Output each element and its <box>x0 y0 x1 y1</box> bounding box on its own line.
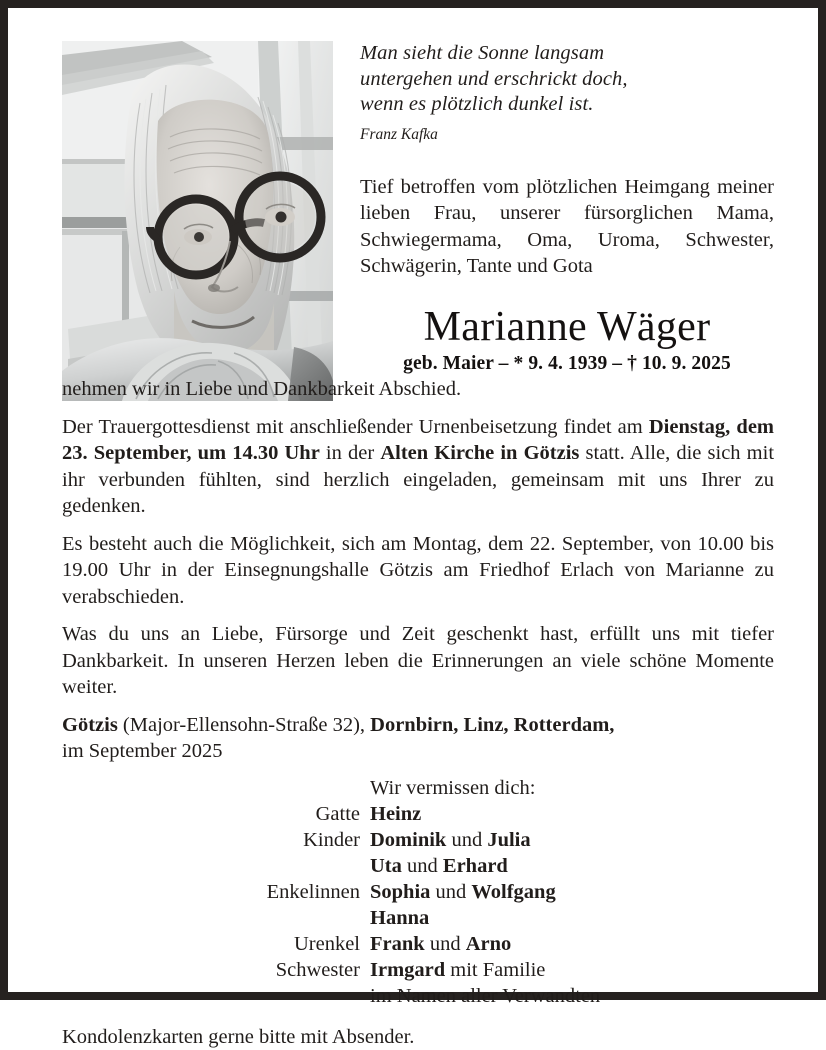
family-member-name: Erhard <box>442 854 508 877</box>
place-line <box>62 712 774 765</box>
family-member-name: Frank <box>370 932 425 955</box>
service-paragraph <box>62 414 774 520</box>
header-text-column <box>360 41 774 375</box>
family-member-name: Sophia <box>370 880 431 903</box>
visitation-paragraph: Es besteht auch die Möglichkeit, sich am Montag, dem 22. September, von 10.00 bis 19.00 Uhr in der Einsegnungshalle Götzis am Friedhof Erlach von Marianne zu verabschieden. <box>62 532 774 608</box>
family-relation-label: Kinder <box>303 828 360 851</box>
family-member-names <box>370 905 600 931</box>
place-date: im September 2025 <box>62 740 223 762</box>
place-cities: Dornbirn, Linz, Rotterdam, <box>370 713 615 736</box>
quote-line-2: untergehen und erschrickt doch, <box>360 67 628 90</box>
family-member-name: Arno <box>465 932 512 955</box>
family-member-name: Irmgard <box>370 958 446 981</box>
family-heading-row <box>62 775 600 801</box>
family-member-name: Julia <box>487 828 531 851</box>
service-text-1: Der Trauergottesdienst mit anschließender Urnenbeisetzung findet am <box>62 415 649 438</box>
family-member-names <box>370 853 600 879</box>
family-row <box>62 801 600 827</box>
quote-line-3: wenn es plötzlich dunkel ist. <box>360 93 594 115</box>
portrait-photo <box>62 41 333 401</box>
family-member-names <box>370 879 600 905</box>
place-town: Götzis <box>62 713 118 736</box>
family-row <box>62 983 600 1009</box>
service-text-3: statt. Alle, die sich mit ihr verbunden fühlten, sind herzlich eingeladen, gemeinsam mit uns Ihrer zu gedenken. <box>62 442 775 517</box>
farewell-paragraph: nehmen wir in Liebe und Dankbarkeit Abschied. <box>62 378 462 400</box>
place-address: (Major-Ellensohn-Straße 32), <box>117 713 371 736</box>
deceased-dates: geb. Maier – * 9. 4. 1939 – † 10. 9. 2025 <box>403 352 731 374</box>
service-location: Alten Kirche in Götzis <box>380 442 580 464</box>
family-relation-label <box>62 905 370 931</box>
family-member-name: Heinz <box>370 802 422 825</box>
deceased-name: Marianne Wäger <box>423 303 711 350</box>
memorial-quote <box>360 41 774 118</box>
family-row <box>62 827 600 853</box>
family-relation-label: Urenkel <box>293 932 360 955</box>
family-heading-spacer <box>62 775 370 801</box>
family-connector-text: und <box>424 932 466 955</box>
closing-note: Kondolenzkarten gerne bitte mit Absender. <box>62 1025 415 1048</box>
family-row <box>62 905 600 931</box>
family-member-names <box>370 983 600 1009</box>
family-row <box>62 879 600 905</box>
family-relation-label <box>62 983 370 1009</box>
family-row <box>62 957 600 983</box>
family-connector-text: im Namen aller Verwandten <box>370 984 601 1007</box>
family-member-name: Hanna <box>370 906 430 929</box>
family-member-name: Uta <box>370 854 402 877</box>
quote-line-1: Man sieht die Sonne langsam <box>360 42 605 64</box>
notice-inner <box>8 8 818 1048</box>
family-list <box>62 775 600 1009</box>
family-relation-label: Gatte <box>315 802 360 825</box>
family-connector-text: mit Familie <box>445 958 546 981</box>
header-block <box>8 8 818 374</box>
family-row <box>62 931 600 957</box>
family-member-names <box>370 801 600 827</box>
family-member-names <box>370 957 600 983</box>
family-heading: Wir vermissen dich: <box>370 776 536 799</box>
family-row <box>62 853 600 879</box>
family-relation-label: Schwester <box>275 958 360 981</box>
body-column <box>8 376 818 1050</box>
intro-text: Tief betroffen vom plötzlichen Heimgang meiner lieben Frau, unserer fürsorglichen Mama, Schwiegermama, Oma, Uroma, Schwester, Schwägerin, Tante und Gota <box>360 175 774 277</box>
family-relation-label <box>62 853 370 879</box>
family-connector-text: und <box>446 828 488 851</box>
family-relation-label: Enkelinnen <box>266 880 360 903</box>
family-connector-text: und <box>401 854 443 877</box>
thanks-paragraph: Was du uns an Liebe, Fürsorge und Zeit geschenkt hast, erfüllt uns mit tiefer Dankbarkeit. In unseren Herzen leben die Erinnerungen an viele schöne Momente weiter. <box>62 623 774 698</box>
family-member-name: Wolfgang <box>471 880 556 903</box>
service-datetime: Dienstag, dem 23. September, um 14.30 Uhr <box>62 415 774 464</box>
service-text-2: in der <box>319 442 381 464</box>
family-member-names <box>370 827 600 853</box>
family-member-name: Dominik <box>370 828 447 851</box>
family-member-names <box>370 931 600 957</box>
family-connector-text: und <box>430 880 472 903</box>
family-list-body <box>62 775 600 1009</box>
quote-author: Franz Kafka <box>360 125 438 143</box>
